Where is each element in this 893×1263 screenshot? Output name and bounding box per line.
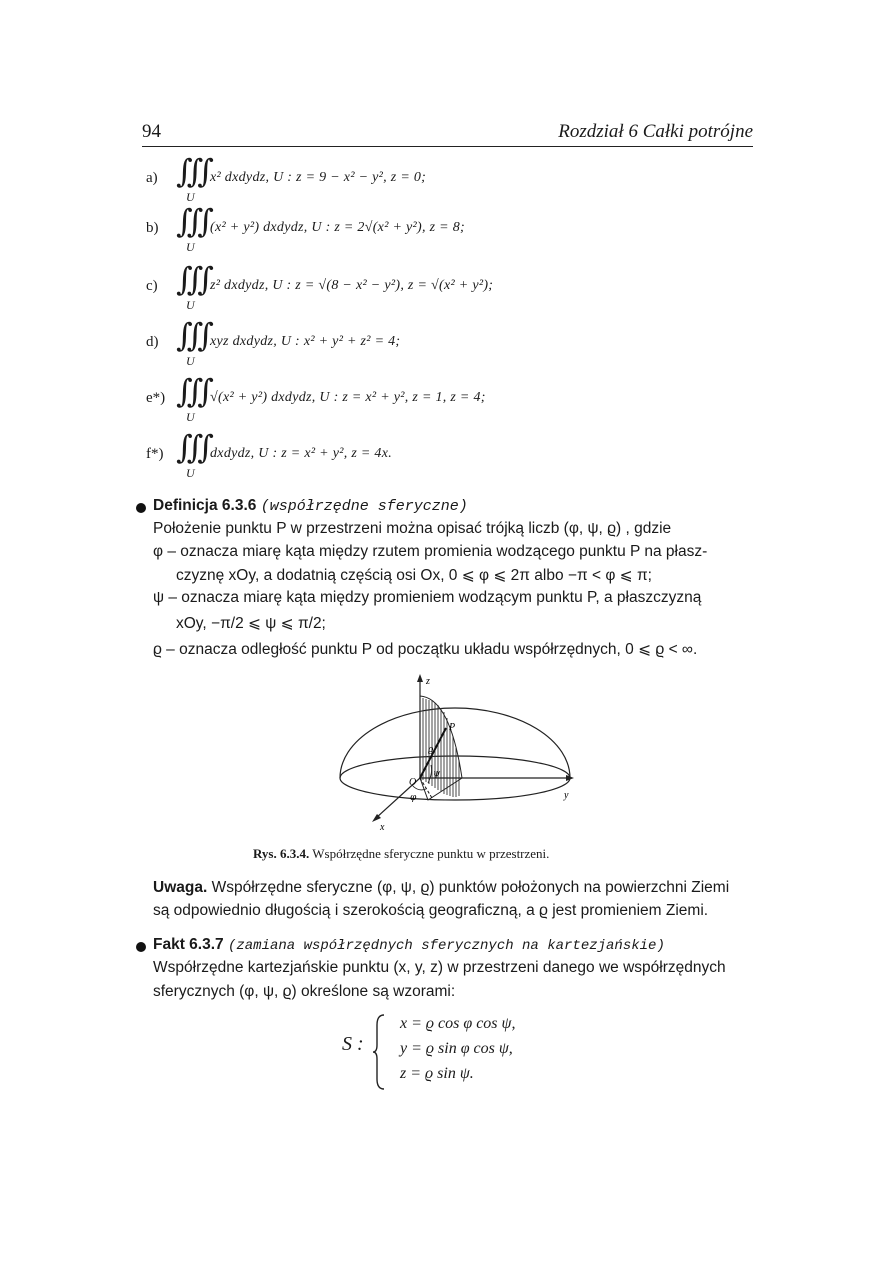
page-number: 94 [142, 121, 161, 142]
definition-line-4: ψ – oznacza miarę kąta między promieniem wodzącym punktu P, a płaszczyzną [153, 589, 702, 606]
triple-integral-sign: ∭ [176, 316, 214, 354]
triple-integral-sign: ∭ [176, 260, 214, 298]
system-equation-z: z = ϱ sin ψ. [400, 1065, 474, 1082]
exercise-expression: x² dxdydz, U : z = 9 − x² − y², z = 0; [210, 170, 427, 185]
remark-text-1: Współrzędne sferyczne (φ, ψ, ϱ) punktów położonych na powierzchni Ziemi [211, 879, 730, 896]
definition-line-2: φ – oznacza miarę kąta między rzutem promienia wodzącego punktu P na płasz- [153, 543, 708, 560]
label-rho: ϱ [428, 745, 434, 755]
page-header [142, 121, 753, 147]
exercise-label: e*) [146, 390, 166, 406]
triple-integral-sign: ∭ [176, 372, 214, 410]
label-x: x [380, 822, 385, 833]
integral-domain: U [186, 354, 195, 368]
exercise-label: f*) [146, 446, 164, 462]
integral-domain: U [186, 190, 195, 204]
definition-line-5: xOy, −π/2 ⩽ ψ ⩽ π/2; [176, 615, 326, 632]
exercise-label: a) [146, 170, 158, 186]
exercise-label: b) [146, 220, 159, 236]
label-phi: φ [410, 793, 417, 803]
label-z: z [426, 676, 430, 687]
definition-heading [153, 497, 468, 515]
definition-title: Definicja 6.3.6 [153, 497, 257, 514]
exercise-expression: z² dxdydz, U : z = √(8 − x² − y²), z = √(x² + y²); [210, 278, 494, 293]
fact-heading [153, 936, 665, 954]
triple-integral-sign: ∭ [176, 428, 214, 466]
exercise-label: d) [146, 334, 159, 350]
definition-bullet [136, 503, 146, 513]
label-p: P [449, 722, 456, 733]
spherical-coordinates-figure [330, 668, 580, 838]
definition-line-1: Położenie punktu P w przestrzeni można opisać trójką liczb (φ, ψ, ϱ) , gdzie [153, 520, 672, 537]
system-label: S : [342, 1033, 364, 1055]
integral-domain: U [186, 240, 195, 254]
integral-domain: U [186, 466, 195, 480]
exercise-expression: √(x² + y²) dxdydz, U : z = x² + y², z = 1, z = 4; [210, 390, 486, 405]
remark-line-2: są odpowiednio długością i szerokością geograficzną, a ϱ jest promieniem Ziemi. [153, 902, 709, 919]
integral-domain: U [186, 410, 195, 424]
meridian-sector-hatch [420, 698, 459, 797]
definition-line-6: ϱ – oznacza odległość punktu P od początku układu współrzędnych, 0 ⩽ ϱ < ∞. [153, 641, 698, 658]
header-rule [142, 146, 753, 147]
system-brace [372, 1013, 386, 1091]
system-equation-y: y = ϱ sin φ cos ψ, [400, 1040, 513, 1057]
fact-bullet [136, 942, 146, 952]
figure-caption-number: Rys. 6.3.4. [253, 846, 310, 861]
integral-domain: U [186, 298, 195, 312]
remark-title: Uwaga. [153, 879, 208, 896]
exercise-expression: (x² + y²) dxdydz, U : z = 2√(x² + y²), z = 8; [210, 220, 465, 235]
remark-line-1 [153, 879, 729, 897]
fact-subtitle: (zamiana współrzędnych sferycznych na kartezjańskie) [227, 938, 665, 954]
exercise-expression: xyz dxdydz, U : x² + y² + z² = 4; [210, 334, 401, 349]
fact-title: Fakt 6.3.7 [153, 936, 224, 953]
label-origin: O [409, 777, 417, 788]
definition-subtitle: (współrzędne sferyczne) [260, 498, 468, 515]
chapter-title: Rozdział 6 Całki potrójne [558, 121, 753, 142]
figure-caption-text: Współrzędne sferyczne punktu w przestrzeni. [312, 846, 550, 861]
triple-integral-sign: ∭ [176, 202, 214, 240]
figure-caption [253, 846, 549, 862]
definition-line-3: czyznę xOy, a dodatnią częścią osi Ox, 0 ⩽ φ ⩽ 2π albo −π < φ ⩽ π; [176, 567, 652, 584]
exercise-expression: dxdydz, U : z = x² + y², z = 4x. [210, 446, 393, 461]
z-axis-arrow [417, 674, 423, 682]
psi-arc [428, 765, 432, 783]
triple-integral-sign: ∭ [176, 152, 214, 190]
label-psi: ψ [433, 769, 441, 779]
label-y: y [564, 790, 569, 801]
fact-line-2: sferycznych (φ, ψ, ϱ) określone są wzorami: [153, 983, 456, 1000]
fact-line-1: Współrzędne kartezjańskie punktu (x, y, z) w przestrzeni danego we współrzędnych [153, 959, 726, 976]
system-equation-x: x = ϱ cos φ cos ψ, [400, 1015, 516, 1032]
exercise-label: c) [146, 278, 158, 294]
